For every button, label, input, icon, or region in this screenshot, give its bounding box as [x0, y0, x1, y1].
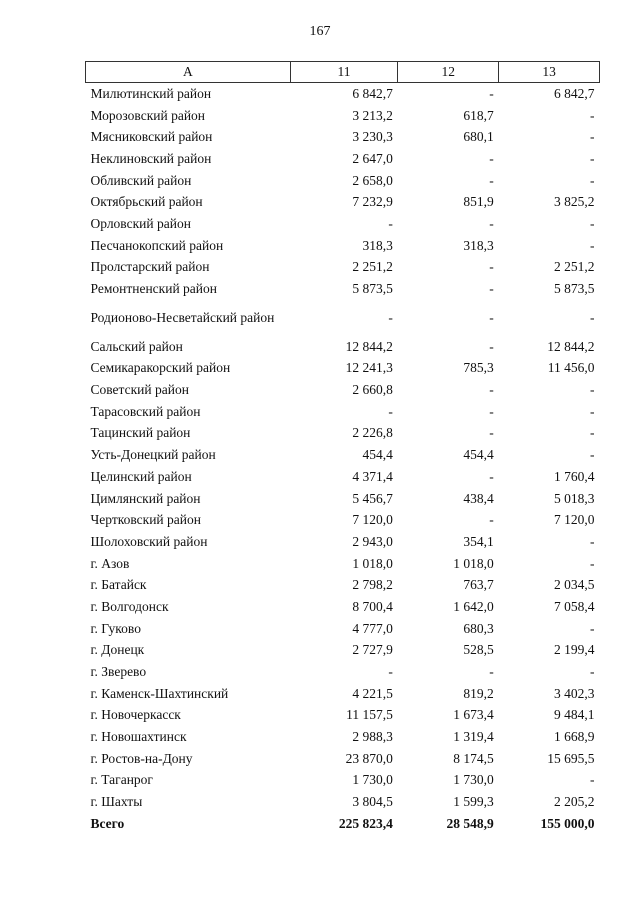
- col11-cell: 12 844,2: [345, 338, 393, 354]
- col13-cell: 155 000,0: [540, 815, 595, 831]
- col12-cell: -: [489, 338, 494, 354]
- region-name-cell: Советский район: [90, 382, 189, 398]
- col11-cell: 7 232,9: [352, 194, 393, 210]
- region-name-cell: Цимлянский район: [90, 490, 201, 506]
- table-body: [86, 83, 600, 835]
- col12-cell: 618,7: [463, 107, 494, 123]
- header-cell-13: 13: [499, 62, 600, 83]
- col12-cell: -: [489, 85, 494, 101]
- region-name-cell: Семикаракорский район: [90, 360, 231, 376]
- col11-cell: 4 221,5: [352, 685, 393, 701]
- table-row: [86, 748, 600, 770]
- col13-cell: 7 058,4: [554, 598, 595, 614]
- region-name-cell: Сальский район: [90, 338, 183, 354]
- region-name-cell: Шолоховский район: [90, 533, 208, 549]
- col13-cell: -: [590, 150, 595, 166]
- col11-cell: 5 873,5: [352, 281, 393, 297]
- table-row: [86, 726, 600, 748]
- col12-cell: 28 548,9: [446, 815, 494, 831]
- table-row: [86, 705, 600, 727]
- region-name-cell: Целинский район: [90, 468, 192, 484]
- col11-cell: 6 842,7: [352, 85, 393, 101]
- col11-cell: 2 660,8: [352, 382, 393, 398]
- col12-cell: -: [489, 215, 494, 231]
- col11-cell: 2 226,8: [352, 425, 393, 441]
- col11-cell: 2 251,2: [352, 259, 393, 275]
- col11-cell: 3 230,3: [352, 129, 393, 145]
- region-name-cell: Милютинский район: [90, 85, 212, 101]
- table-row: [86, 257, 600, 279]
- col12-cell: 1 642,0: [453, 598, 494, 614]
- region-name-cell: Октябрьский район: [90, 194, 203, 210]
- table-row: [86, 466, 600, 488]
- col12-cell: -: [489, 468, 494, 484]
- region-name-cell: Тарасовский район: [90, 403, 201, 419]
- region-name-cell: г. Ростов-на-Дону: [90, 750, 193, 766]
- col13-cell: -: [590, 555, 595, 571]
- col11-cell: -: [388, 664, 393, 680]
- region-name-cell: Родионово-Несветайский район: [90, 309, 275, 325]
- table-row: [86, 170, 600, 192]
- col11-cell: 4 371,4: [352, 468, 393, 484]
- table-row: [86, 336, 600, 358]
- col12-cell: 851,9: [463, 194, 494, 210]
- col11-cell: 1 730,0: [352, 772, 393, 788]
- region-name-cell: г. Батайск: [90, 577, 147, 593]
- region-name-cell: г. Новочеркасск: [90, 707, 181, 723]
- region-name-cell: Обливский район: [90, 172, 192, 188]
- table-row: [86, 83, 600, 105]
- col13-cell: 2 205,2: [554, 794, 595, 810]
- region-name-cell: Морозовский район: [90, 107, 206, 123]
- table-row: [86, 423, 600, 445]
- table-row: [86, 126, 600, 148]
- region-name-cell: Песчанокопский район: [90, 237, 224, 253]
- table-row: [86, 105, 600, 127]
- table-header: [86, 62, 600, 83]
- col13-cell: -: [590, 107, 595, 123]
- col12-cell: 438,4: [463, 490, 494, 506]
- region-name-cell: г. Шахты: [90, 794, 143, 810]
- col13-cell: 12 844,2: [547, 338, 595, 354]
- col13-cell: 2 034,5: [554, 577, 595, 593]
- col12-cell: -: [489, 664, 494, 680]
- col12-cell: -: [489, 382, 494, 398]
- col13-cell: -: [590, 425, 595, 441]
- col12-cell: -: [489, 150, 494, 166]
- col11-cell: 3 804,5: [352, 794, 393, 810]
- table-row: [86, 444, 600, 466]
- col12-cell: 819,2: [463, 685, 494, 701]
- col11-cell: -: [388, 215, 393, 231]
- col12-cell: 1 599,3: [453, 794, 494, 810]
- col12-cell: -: [489, 425, 494, 441]
- region-name-cell: г. Новошахтинск: [90, 729, 187, 745]
- col12-cell: 528,5: [463, 642, 494, 658]
- col12-cell: 8 174,5: [453, 750, 494, 766]
- col11-cell: 12 241,3: [345, 360, 393, 376]
- col13-cell: 9 484,1: [554, 707, 595, 723]
- table-row: [86, 683, 600, 705]
- col11-cell: -: [388, 309, 393, 325]
- table-row: [86, 618, 600, 640]
- region-name-cell: Ремонтненский район: [90, 281, 217, 297]
- col13-cell: -: [590, 664, 595, 680]
- table-row: [86, 488, 600, 510]
- table-row: [86, 531, 600, 553]
- col13-cell: 7 120,0: [554, 512, 595, 528]
- col12-cell: -: [489, 259, 494, 275]
- col13-cell: 2 251,2: [554, 259, 595, 275]
- col11-cell: 225 823,4: [338, 815, 393, 831]
- table-row: [86, 300, 600, 336]
- region-name-cell: Орловский район: [90, 215, 191, 231]
- col13-cell: -: [590, 237, 595, 253]
- col12-cell: 680,1: [463, 129, 494, 145]
- header-cell-12: 12: [398, 62, 499, 83]
- col11-cell: 2 727,9: [352, 642, 393, 658]
- col13-cell: -: [590, 215, 595, 231]
- col11-cell: 7 120,0: [352, 512, 393, 528]
- table-row: [86, 640, 600, 662]
- region-name-cell: Мясниковский район: [90, 129, 213, 145]
- col12-cell: 354,1: [463, 533, 494, 549]
- col13-cell: -: [590, 403, 595, 419]
- col12-cell: -: [489, 403, 494, 419]
- table-row: [86, 791, 600, 813]
- total-row: [86, 813, 600, 835]
- col12-cell: 318,3: [463, 237, 494, 253]
- col11-cell: 318,3: [362, 237, 393, 253]
- table-row: [86, 553, 600, 575]
- col13-cell: 5 873,5: [554, 281, 595, 297]
- table-row: [86, 213, 600, 235]
- region-name-cell: г. Волгодонск: [90, 598, 169, 614]
- region-name-cell: Чертковский район: [90, 512, 201, 528]
- col13-cell: -: [590, 309, 595, 325]
- col12-cell: 1 673,4: [453, 707, 494, 723]
- budget-table: [85, 61, 600, 835]
- col12-cell: 1 319,4: [453, 729, 494, 745]
- page-number: 167: [309, 24, 331, 39]
- region-name-cell: г. Донецк: [90, 642, 145, 658]
- col13-cell: 11 456,0: [547, 360, 595, 376]
- table-row: [86, 278, 600, 300]
- col11-cell: 8 700,4: [352, 598, 393, 614]
- col11-cell: 2 647,0: [352, 150, 393, 166]
- col11-cell: 11 157,5: [346, 707, 393, 723]
- table-row: [86, 148, 600, 170]
- col12-cell: 1 730,0: [453, 772, 494, 788]
- table-row: [86, 235, 600, 257]
- region-name-cell: Всего: [90, 815, 125, 831]
- region-name-cell: Пролстарский район: [90, 259, 210, 275]
- region-name-cell: Неклиновский район: [90, 150, 212, 166]
- header-cell-a: А: [86, 62, 291, 83]
- col13-cell: -: [590, 382, 595, 398]
- col13-cell: 2 199,4: [554, 642, 595, 658]
- col13-cell: -: [590, 533, 595, 549]
- header-cell-11: 11: [290, 62, 398, 83]
- col13-cell: 1 760,4: [554, 468, 595, 484]
- col13-cell: -: [590, 620, 595, 636]
- table-row: [86, 358, 600, 380]
- col11-cell: 454,4: [362, 447, 393, 463]
- col13-cell: 3 402,3: [554, 685, 595, 701]
- col12-cell: 763,7: [463, 577, 494, 593]
- col13-cell: -: [590, 447, 595, 463]
- region-name-cell: Тацинский район: [90, 425, 191, 441]
- col13-cell: 1 668,9: [554, 729, 595, 745]
- col13-cell: 5 018,3: [554, 490, 595, 506]
- table-row: [86, 379, 600, 401]
- col11-cell: 4 777,0: [352, 620, 393, 636]
- col11-cell: 5 456,7: [352, 490, 393, 506]
- col12-cell: -: [489, 172, 494, 188]
- col11-cell: -: [388, 403, 393, 419]
- region-name-cell: г. Азов: [90, 555, 130, 571]
- col12-cell: -: [489, 309, 494, 325]
- col13-cell: 15 695,5: [547, 750, 595, 766]
- col12-cell: 680,3: [463, 620, 494, 636]
- col13-cell: 3 825,2: [554, 194, 595, 210]
- col11-cell: 2 798,2: [352, 577, 393, 593]
- region-name-cell: г. Таганрог: [90, 772, 153, 788]
- col13-cell: -: [590, 772, 595, 788]
- table-row: [86, 574, 600, 596]
- col12-cell: 1 018,0: [453, 555, 494, 571]
- col12-cell: -: [489, 512, 494, 528]
- table-row: [86, 509, 600, 531]
- col11-cell: 3 213,2: [352, 107, 393, 123]
- col11-cell: 2 658,0: [352, 172, 393, 188]
- col13-cell: -: [590, 129, 595, 145]
- col12-cell: 454,4: [463, 447, 494, 463]
- region-name-cell: г. Каменск-Шахтинский: [90, 685, 229, 701]
- col12-cell: -: [489, 281, 494, 297]
- table-row: [86, 401, 600, 423]
- col11-cell: 2 943,0: [352, 533, 393, 549]
- table-row: [86, 770, 600, 792]
- col11-cell: 1 018,0: [352, 555, 393, 571]
- col13-cell: 6 842,7: [554, 85, 595, 101]
- col13-cell: -: [590, 172, 595, 188]
- col11-cell: 2 988,3: [352, 729, 393, 745]
- region-name-cell: г. Зверево: [90, 664, 147, 680]
- table-row: [86, 661, 600, 683]
- col11-cell: 23 870,0: [345, 750, 393, 766]
- table-row: [86, 191, 600, 213]
- col12-cell: 785,3: [463, 360, 494, 376]
- region-name-cell: г. Гуково: [90, 620, 141, 636]
- table-row: [86, 596, 600, 618]
- region-name-cell: Усть-Донецкий район: [90, 447, 216, 463]
